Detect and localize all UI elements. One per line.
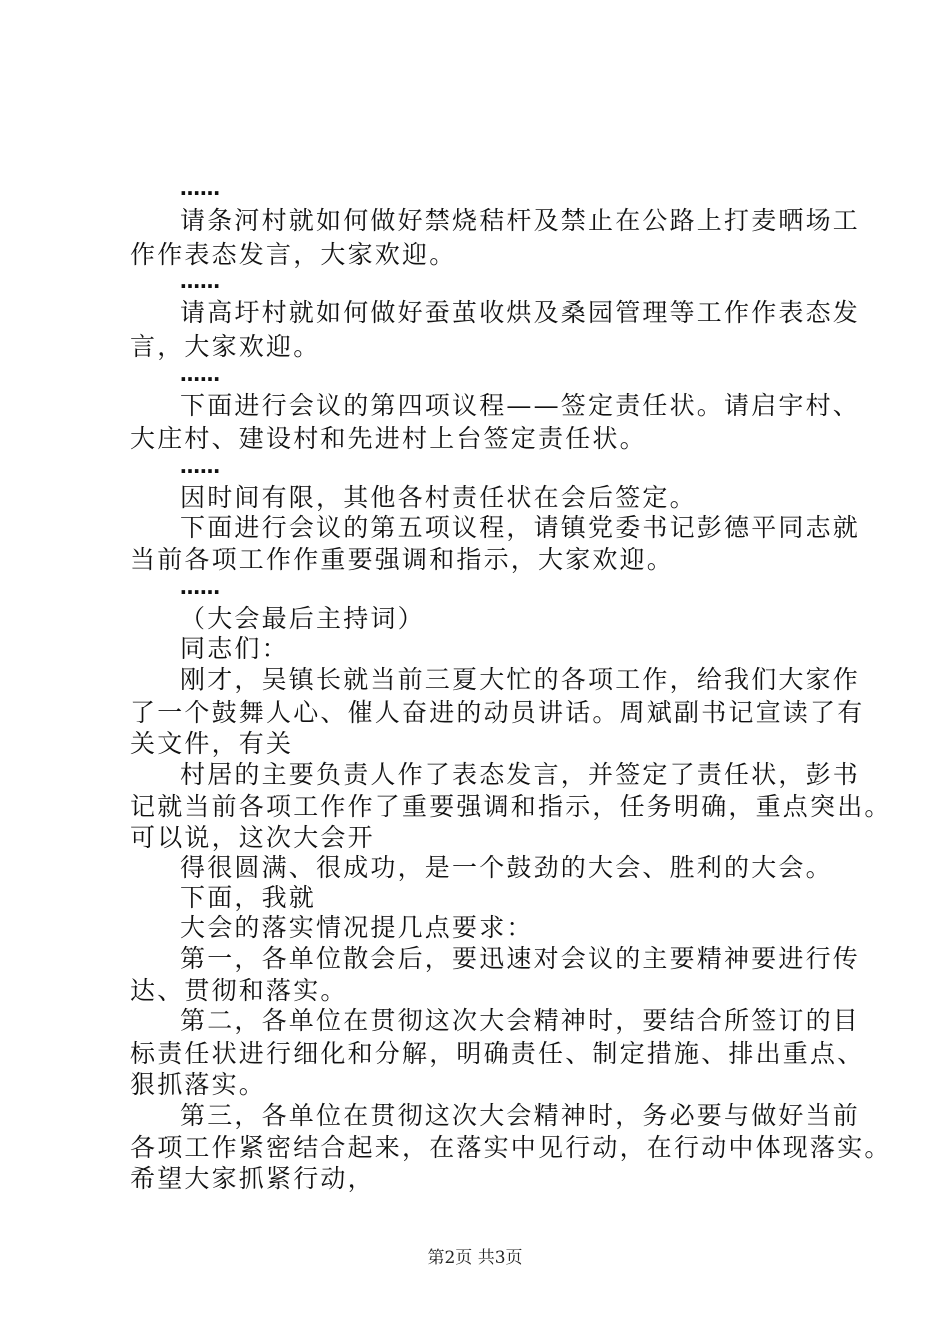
paragraph-line: 村居的主要负责人作了表态发言，并签定了责任状，彭书 <box>180 760 861 789</box>
paragraph-line: 下面进行会议的第五项议程，请镇党委书记彭德平同志就 <box>180 513 861 542</box>
paragraph-line: 言，大家欢迎。 <box>130 332 321 361</box>
paragraph-line: 因时间有限，其他各村责任状在会后签定。 <box>180 483 697 512</box>
paragraph-line: 大会的落实情况提几点要求： <box>180 913 534 942</box>
paragraph-line: 记就当前各项工作作了重要强调和指示，任务明确，重点突出。 <box>130 792 892 821</box>
paragraph-line: 关文件，有关 <box>130 729 294 758</box>
paragraph-line: 第三，各单位在贯彻这次大会精神时，务必要与做好当前 <box>180 1101 861 1130</box>
paragraph-line: 了一个鼓舞人心、催人奋进的动员讲话。周斌副书记宣读了有 <box>130 698 865 727</box>
paragraph-line: 刚才，吴镇长就当前三夏大忙的各项工作，给我们大家作 <box>180 665 861 694</box>
salutation: 同志们： <box>180 634 289 663</box>
ellipsis-line: …… <box>180 269 220 293</box>
ellipsis-line: …… <box>180 575 220 599</box>
paragraph-line: 可以说，这次大会开 <box>130 823 375 852</box>
paragraph-line: 得很圆满、很成功，是一个鼓劲的大会、胜利的大会。 <box>180 853 833 882</box>
paragraph-line: 请条河村就如何做好禁烧秸杆及禁止在公路上打麦晒场工 <box>180 206 861 235</box>
paragraph-line: 第一，各单位散会后，要迅速对会议的主要精神要进行传 <box>180 944 861 973</box>
paragraph-line: 请高圩村就如何做好蚕茧收烘及桑园管理等工作作表态发 <box>180 298 861 327</box>
paragraph-line: 标责任状进行细化和分解，明确责任、制定措施、排出重点、 <box>130 1039 865 1068</box>
paragraph-line: 狠抓落实。 <box>130 1070 267 1099</box>
paragraph-line: 下面进行会议的第四项议程——签定责任状。请启宇村、 <box>180 391 861 420</box>
paragraph-line: 下面，我就 <box>180 883 317 912</box>
ellipsis-line: …… <box>180 176 220 200</box>
paragraph-line: 当前各项工作作重要强调和指示，大家欢迎。 <box>130 545 675 574</box>
paragraph-line: 达、贯彻和落实。 <box>130 976 348 1005</box>
paragraph-line: 作作表态发言，大家欢迎。 <box>130 240 457 269</box>
ellipsis-line: …… <box>180 454 220 478</box>
paragraph-line: 希望大家抓紧行动， <box>130 1164 375 1193</box>
paragraph-line: 大庄村、建设村和先进村上台签定责任状。 <box>130 424 647 453</box>
paragraph-line: 各项工作紧密结合起来，在落实中见行动，在行动中体现落实。 <box>130 1133 892 1162</box>
paragraph-line: 第二，各单位在贯彻这次大会精神时，要结合所签订的目 <box>180 1006 861 1035</box>
ellipsis-line: …… <box>180 362 220 386</box>
section-heading: （大会最后主持词） <box>180 604 425 633</box>
page-number-footer: 第2页 共3页 <box>427 1248 523 1268</box>
